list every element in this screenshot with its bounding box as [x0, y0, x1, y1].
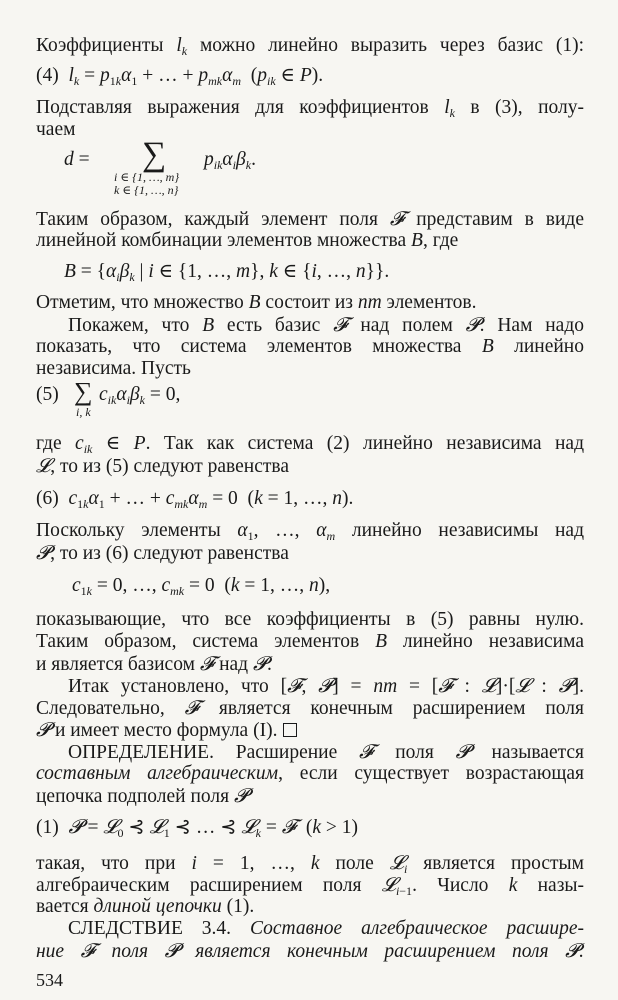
text-line-31: алгебраическим расширением поля 𝓛$_{i-1}$. Число k назы-	[36, 873, 585, 898]
text-line-10: Покажем, что B есть базис 𝓕 над полем 𝓟. Нам надо	[68, 313, 584, 336]
text-line-14: где $c_{ik}$ ∈ P. Так как система (2) линейно независима над	[36, 433, 584, 456]
text-line-25: 𝓟 и имеет место формула (I).	[36, 718, 584, 743]
formula-chain: (1) 𝓟 = 𝓛$_0$ ⊰ 𝓛$_1$ ⊰ … ⊰ 𝓛$_k$ = 𝓕 (k > 1)	[36, 815, 359, 840]
text-line-18: 𝓟, то из (6) следуют равенства	[36, 541, 289, 564]
sum-limit-k: k ∈ {1, …, n}	[114, 183, 179, 197]
text-line-22: и является базисом 𝓕 над 𝓟.	[36, 652, 272, 675]
formula-6: (6) $c_{1k}\alpha_1$ + … + $c_{mk}\alpha_m = 0$ (k = 1, …, n).	[36, 488, 354, 511]
formula-d-right: $p_{ik}\alpha_i\beta_k$.	[204, 149, 256, 172]
text-line-6: Таким образом, каждый элемент поля 𝓕 представим в виде	[36, 207, 585, 230]
text-line-21: Таким образом, система элементов B линейно независима	[36, 631, 584, 652]
qed-box-icon	[283, 723, 297, 737]
text-line-4: чаем	[36, 119, 76, 140]
text-line-15: 𝓛, то из (5) следуют равенства	[36, 454, 289, 477]
corollary-line-1: СЛЕДСТВИЕ 3.4. Составное алгебраическое расшире-	[68, 918, 584, 939]
text-line-24: Следовательно, 𝓕 является конечным расширением поля	[36, 696, 584, 719]
formula-c-zero: $c_{1k} = 0$, …, $c_{mk} = 0$ (k = 1, …, n),	[72, 575, 331, 598]
formula-5-label: (5)	[36, 384, 59, 405]
text-line-20: показывающие, что все коэффициенты в (5) равны нулю.	[36, 609, 584, 630]
formula-B: $B = \{\alpha_i\beta_k$ | i ∈ {1, …, m}, k ∈ {i, …, n}}.	[64, 261, 390, 284]
definition-line-1: ОПРЕДЕЛЕНИЕ. Расширение 𝓕 поля 𝓟 называется	[68, 740, 584, 763]
text-line-32: вается длиной цепочки (1).	[36, 896, 255, 917]
text-line-11: показать, что система элементов множества B линейно	[36, 336, 584, 357]
corollary-line-2: ние 𝓕 поля 𝓟 является конечным расширением поля 𝓟.	[36, 939, 584, 962]
definition-line-3: цепочка подполей поля 𝓟	[36, 784, 249, 807]
text-line-12: независима. Пусть	[36, 358, 191, 379]
text-line-1: Коэффициенты $l_k$ можно линейно выразить через базис (1):	[36, 35, 584, 58]
text-line-30: такая, что при i = 1, …, k поле 𝓛$_i$ является простым	[36, 851, 584, 876]
sum-sign-5: ∑	[74, 377, 93, 406]
page-number: 534	[36, 970, 63, 990]
text-line-3: Подставляя выражения для коэффициентов $l_k$ в (3), полу-	[36, 97, 584, 120]
sum-limit-i: i ∈ {1, …, m}	[114, 170, 180, 184]
text-line-23: Итак установлено, что [𝓕, 𝓟] = nm = [𝓕 : 𝓛]·[𝓛 : 𝓟].	[68, 674, 584, 697]
text-line-9: Отметим, что множество B состоит из nm элементов.	[36, 292, 477, 313]
text-line-7: линейной комбинации элементов множества B, где	[36, 230, 459, 251]
formula-5-body: $c_{ik}\alpha_i\beta_k = 0$,	[99, 384, 181, 407]
sum-limit-ik: i, k	[76, 405, 91, 419]
formula-4: (4) $l_k = p_{1k}\alpha_1$ + … + $p_{mk}\alpha_m$ ($p_{ik}$ ∈ P).	[36, 65, 324, 88]
definition-line-2: составным алгебраическим, если существует возрастающая	[36, 763, 584, 784]
sum-sign: ∑	[142, 136, 167, 173]
formula-d-left: d =	[64, 149, 90, 170]
text-line-17: Поскольку элементы $\alpha_1$, …, $\alpha_m$ линейно независимы над	[36, 520, 584, 543]
